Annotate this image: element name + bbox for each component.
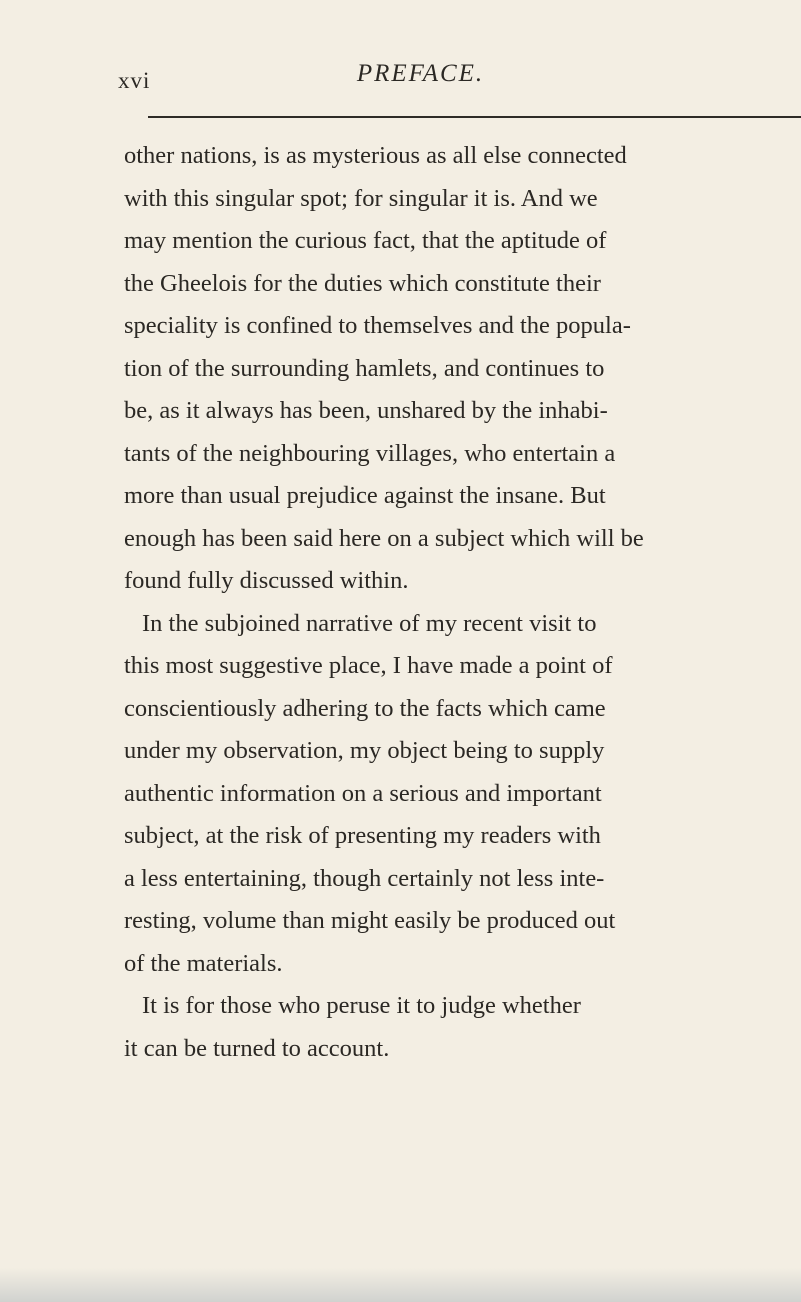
text-line: be, as it always has been, unshared by the inhabi- (124, 397, 608, 424)
running-title: PREFACE. (356, 60, 485, 87)
text-line: It is for those who peruse it to judge whether (142, 992, 581, 1019)
text-line: conscientiously adhering to the facts which came (124, 694, 606, 722)
text-line: found fully discussed within. (124, 567, 409, 594)
body-text (124, 135, 784, 1070)
text-line: In the subjoined narrative of my recent visit to (142, 609, 597, 637)
text-line: a less entertaining, though certainly not less inte- (124, 864, 605, 892)
text-line: under my observation, my object being to supply (124, 737, 605, 764)
text-line: with this singular spot; for singular it is. And we (124, 184, 598, 212)
text-line: tion of the surrounding hamlets, and continues to (124, 354, 605, 382)
page-bottom-shadow (0, 1268, 801, 1302)
text-line: enough has been said here on a subject which will be (124, 524, 644, 552)
text-line: other nations, is as mysterious as all else connected (124, 142, 627, 169)
text-line: it can be turned to account. (124, 1034, 390, 1062)
text-line: the Gheelois for the duties which constitute their (124, 269, 601, 297)
text-line: resting, volume than might easily be produced out (124, 907, 616, 934)
text-line: may mention the curious fact, that the aptitude of (124, 227, 607, 254)
page-number: xvi (118, 68, 151, 93)
text-line: subject, at the risk of presenting my readers with (124, 822, 601, 849)
header-rule (148, 116, 801, 118)
text-line: of the materials. (124, 949, 283, 977)
text-line: tants of the neighbouring villages, who entertain a (124, 439, 616, 467)
text-line: authentic information on a serious and important (124, 779, 602, 807)
text-line: speciality is confined to themselves and the popula- (124, 312, 631, 339)
text-line: more than usual prejudice against the insane. But (124, 482, 606, 509)
text-line: this most suggestive place, I have made a point of (124, 652, 613, 679)
